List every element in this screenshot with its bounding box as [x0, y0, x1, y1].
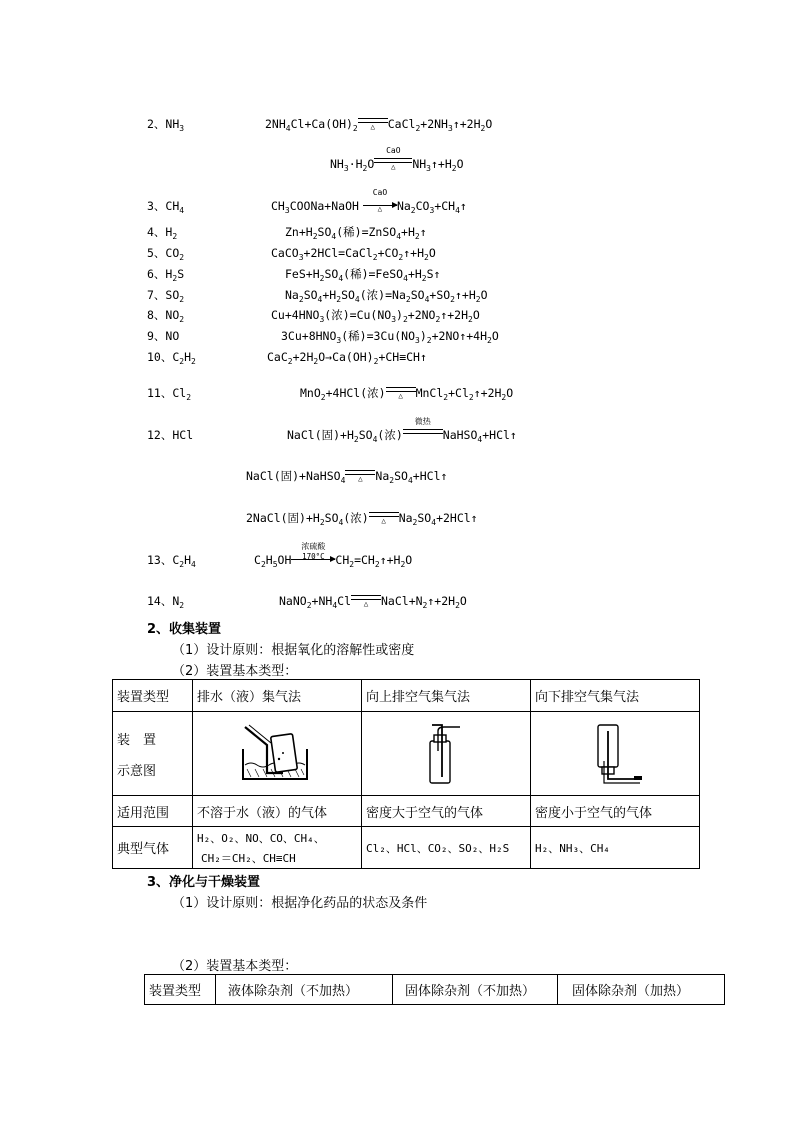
collection-principle: （1）设计原则：根据氧化的溶解性或密度 — [172, 643, 415, 658]
table-row-label: 典型气体 — [113, 827, 193, 869]
collection-types: （2）装置基本类型： — [172, 664, 298, 679]
reaction-label-h2: 4、$H_2$ — [147, 225, 178, 241]
purification-principle: （1）设计原则：根据净化药品的状态及条件 — [172, 896, 428, 911]
table-row — [113, 796, 700, 827]
table-header-cell: 装置类型 — [113, 680, 193, 712]
condition-gentle-heat: 微热 — [403, 428, 443, 442]
reaction-equation-hcl-total: 2NaCl(固)$+H_2SO_4$(浓) △ $Na_2SO_4+2HCl↑$ — [246, 511, 478, 527]
table-cell: 密度大于空气的气体 — [361, 796, 530, 827]
table-header-cell: 向下排空气集气法 — [530, 680, 699, 712]
table-cell: Cl₂、HCl、CO₂、SO₂、H₂S — [361, 827, 530, 869]
diagram-label-line: 示意图 — [117, 763, 157, 779]
reaction-equation-so2: $Na_2SO_4+H_2SO_4$(浓)$=Na_2SO_4+SO_2↑+H_2O$ — [285, 288, 488, 304]
condition-heat: △ — [351, 594, 381, 608]
reaction-label-cl2: 11、$Cl_2$ — [147, 386, 192, 402]
gas-list-line: H₂、O₂、NO、CO、CH₄、 — [196, 831, 325, 845]
reaction-equation-c2h2: $CaC_2+2H_2O\to Ca(OH)_2+CH\equiv CH↑$ — [267, 350, 427, 366]
condition-cao-heat: CaO △ — [374, 157, 412, 171]
section-title-collection: 2、收集装置 — [147, 622, 222, 637]
reaction-equation-co2: $CaCO_3+2HCl=CaCl_2+CO_2↑+H_2O$ — [271, 246, 436, 262]
reaction-equation-hcl-step2: NaCl(固)+NaHSO$_4$ △ $Na_2SO_4+HCl↑$ — [246, 469, 448, 485]
diagram-label-line: 装 置 — [117, 732, 157, 748]
diagram-water-displacement-cell — [192, 712, 361, 796]
diagram-label-cell — [113, 712, 193, 796]
reaction-equation-cl2: MnO$_2$+4HCl(浓) △ $MnCl_2+Cl_2↑+2H_2O$ — [300, 386, 514, 402]
reaction-equation-no2: $Cu+4HNO_3$(浓)$=Cu(NO_3)_2+2NO_2↑+2H_2O$ — [271, 308, 480, 324]
upward-air-displacement-diagram — [416, 721, 476, 787]
table-header-cell: 排水（液）集气法 — [192, 680, 361, 712]
section-title-purification: 3、净化与干燥装置 — [147, 875, 261, 890]
condition-heat: △ — [369, 511, 399, 525]
condition-heat: △ — [386, 386, 416, 400]
reaction-label-c2h2: 10、$C_2H_2$ — [147, 350, 196, 366]
reaction-label-no: 9、NO — [147, 329, 180, 343]
condition-sulfuric-acid-170c: 浓硫酸 170°C — [291, 553, 335, 567]
reaction-label-ch4: 3、$CH_4$ — [147, 199, 185, 215]
downward-air-displacement-diagram — [580, 721, 650, 787]
table-cell: 密度小于空气的气体 — [530, 796, 699, 827]
purification-types: （2）装置基本类型： — [172, 959, 298, 974]
reaction-equation-nh3: $2NH_4Cl+Ca(OH)_2$ △ $CaCl_2+2NH_3↑+2H_2O$ — [265, 117, 493, 133]
reaction-label-n2: 14、$N_2$ — [147, 594, 185, 610]
table-row — [113, 827, 700, 869]
reaction-equation-no: $3Cu+8HNO_3$(稀)$=3Cu(NO_3)_2+2NO↑+4H_2O$ — [281, 329, 499, 345]
table-cell — [192, 827, 361, 869]
reaction-equation-h2s: $FeS+H_2SO_4$(稀)$=FeSO_4+H_2S↑$ — [285, 267, 441, 283]
reaction-equation-c2h4: $C_2H_5OH$ 浓硫酸 170°C $CH_2=CH_2↑+H_2O$ — [254, 542, 413, 569]
reaction-equation-n2: $NaNO_2+NH_4Cl$ △ $NaCl+N_2↑+2H_2O$ — [279, 594, 467, 610]
table-row — [145, 975, 725, 1005]
reaction-label-so2: 7、$SO_2$ — [147, 288, 185, 304]
diagram-downward-air-cell — [530, 712, 699, 796]
table-header-cell: 液体除杂剂（不加热） — [216, 975, 393, 1005]
table-header-cell: 固体除杂剂（加热） — [558, 975, 725, 1005]
reaction-equation-nh3-alt: $NH_3\cdot H_2O$ CaO △ $NH_3↑+H_2O$ — [330, 146, 464, 173]
table-header-cell: 装置类型 — [145, 975, 216, 1005]
reaction-label-nh3: 2、$NH_3$ — [147, 117, 185, 133]
reaction-label-c2h4: 13、$C_2H_4$ — [147, 553, 196, 569]
reaction-equation-hcl: NaCl(固)$+H_2SO_4$(浓) 微热 NaHSO$_4$+HCl↑ — [287, 417, 517, 444]
purification-table — [144, 974, 725, 1005]
table-row — [113, 712, 700, 796]
reaction-equation-h2: $Zn+H_2SO_4$(稀)$=ZnSO_4+H_2↑$ — [285, 225, 427, 241]
condition-heat: △ — [345, 469, 375, 483]
water-displacement-diagram — [237, 721, 317, 787]
table-cell: H₂、NH₃、CH₄ — [530, 827, 699, 869]
table-header-cell: 固体除杂剂（不加热） — [393, 975, 558, 1005]
table-header-cell: 向上排空气集气法 — [361, 680, 530, 712]
table-row — [113, 680, 700, 712]
reaction-equation-ch4: $CH_3COONa+NaOH$ CaO △ $Na_2CO_3+CH_4↑$ — [271, 188, 467, 215]
reaction-label-hcl: 12、HCl — [147, 428, 194, 442]
reaction-label-h2s: 6、$H_2S$ — [147, 267, 185, 283]
table-cell: 不溶于水（液）的气体 — [192, 796, 361, 827]
gas-list-line: CH₂＝CH₂、CH≡CH — [200, 851, 296, 865]
reaction-label-no2: 8、$NO_2$ — [147, 308, 185, 324]
reaction-label-co2: 5、$CO_2$ — [147, 246, 185, 262]
collection-table — [112, 679, 700, 869]
condition-heat: △ — [358, 117, 388, 131]
condition-cao-heat-arrow: CaO △ — [363, 199, 397, 213]
table-row-label: 适用范围 — [113, 796, 193, 827]
diagram-upward-air-cell — [361, 712, 530, 796]
